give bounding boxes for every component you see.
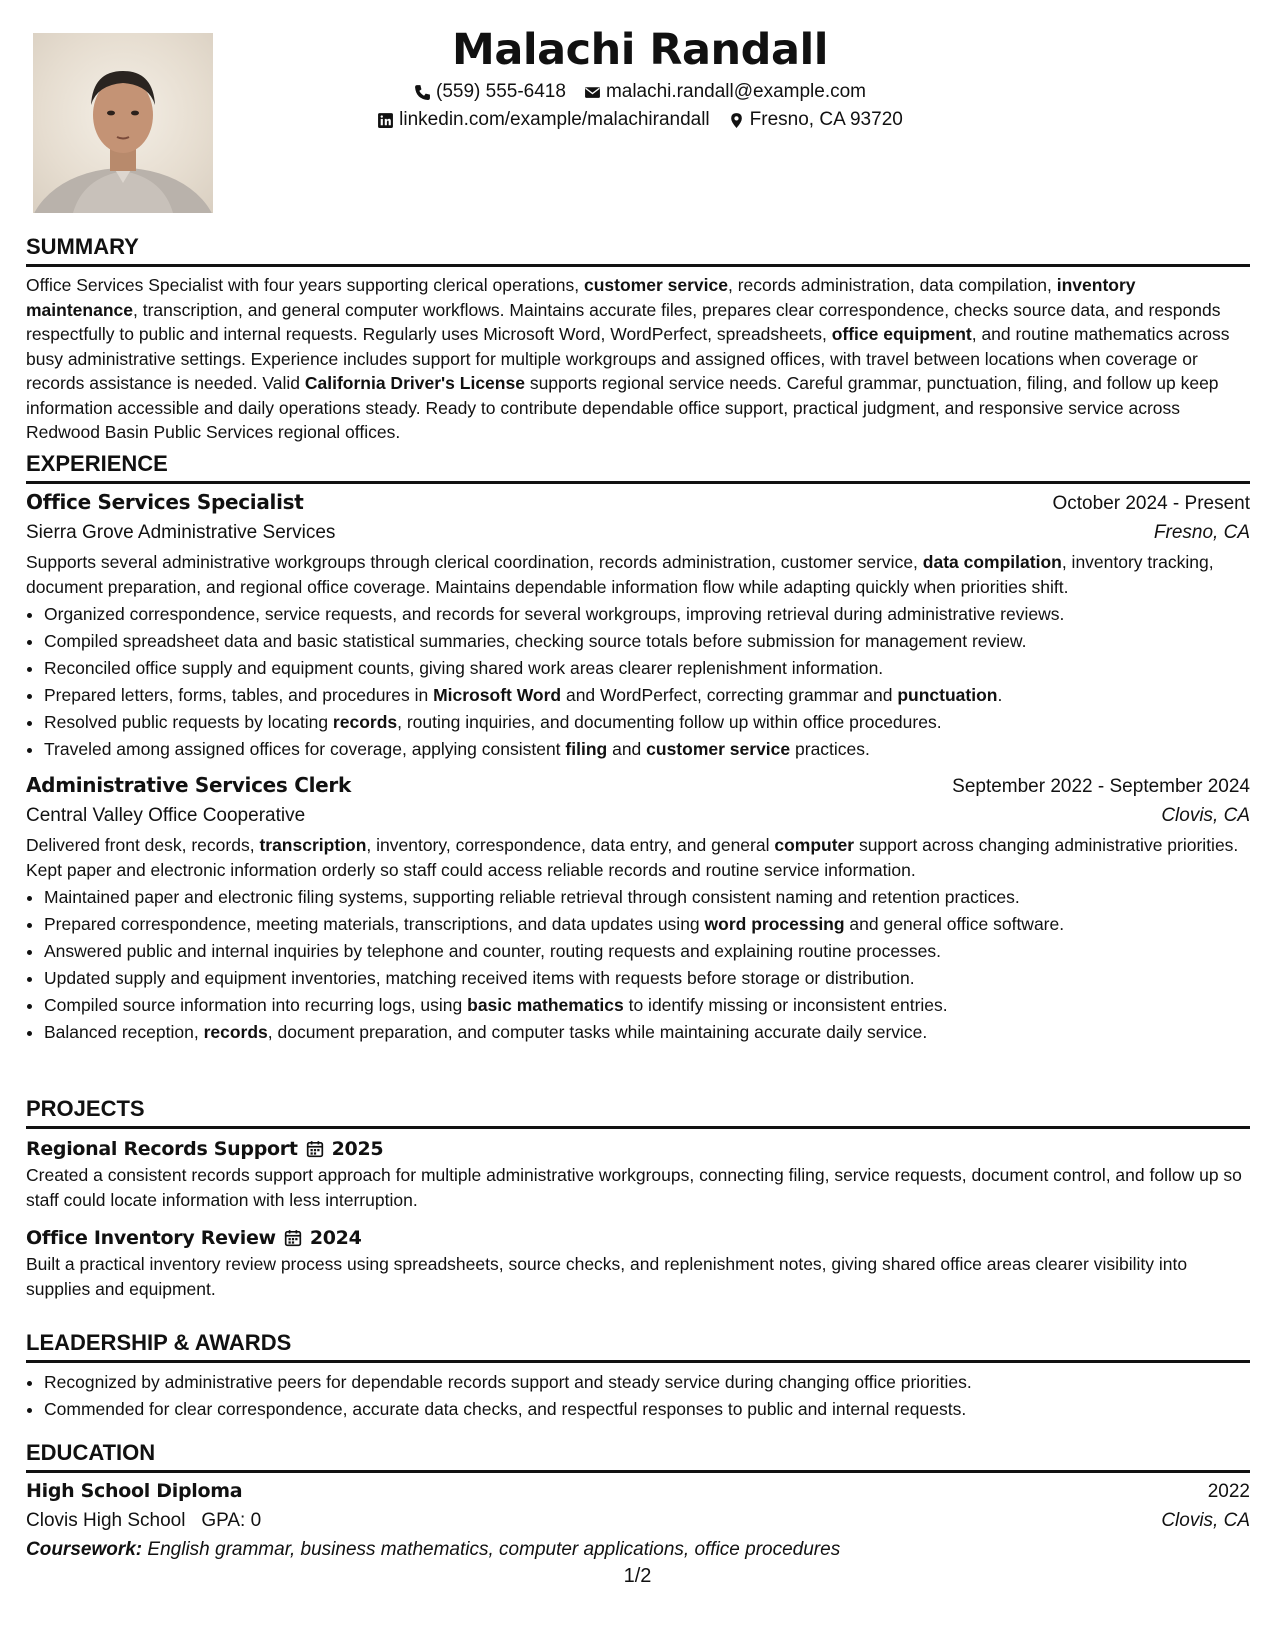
education-year: 2022	[1207, 1481, 1250, 1502]
coursework-line	[26, 1536, 1250, 1564]
leadership-item: • Recognized by administrative peers for dependable records support and steady service during changing office priorities.	[44, 1369, 1250, 1396]
education-location: Clovis, CA	[1161, 1510, 1250, 1531]
coursework-label: Coursework:	[26, 1539, 143, 1560]
project-year: 2024	[309, 1227, 362, 1249]
experience-section	[26, 451, 1250, 1046]
location-text: Fresno, CA 93720	[749, 109, 903, 130]
job-title: Office Services Specialist	[26, 490, 304, 514]
job-summary: Supports several administrative workgroups through clerical coordination, records administration, customer service, data compilation, inventory tracking, document preparation, and regional office coverage. Maintains dependable information flow while adapting quickly when priorities shift.	[26, 552, 1214, 597]
linkedin-icon	[377, 112, 394, 129]
linkedin-text: linkedin.com/example/malachirandall	[399, 109, 710, 130]
project-title: Office Inventory Review	[26, 1227, 276, 1249]
phone-text: (559) 555-6418	[436, 81, 566, 102]
summary-text: Office Services Specialist with four years supporting clerical operations, customer service, records administration, data compilation, inventory maintenance, transcription, and general computer workflows. Maintains accurate files, prepares clear correspondence, checks source data, and responds respectfully to public and internal requests. Regularly uses Microsoft Word, WordPerfect, spreadsheets, office equipment, and routine mathematics across busy administrative settings. Experience includes support for multiple workgroups and assigned offices, with travel between locations when coverage or records assistance is needed. Valid California Driver's License supports regional service needs. Careful grammar, punctuation, filing, and follow up keep information accessible and daily operations steady. Ready to contribute dependable office support, practical judgment, and responsive service across Redwood Basin Public Services regional offices.	[26, 275, 1230, 442]
job-entry	[26, 771, 1250, 1046]
project-title: Regional Records Support	[26, 1138, 298, 1160]
gpa-text: GPA: 0	[201, 1510, 262, 1531]
calendar-icon	[306, 1140, 324, 1158]
job-entry	[26, 488, 1250, 763]
projects-heading: PROJECTS	[26, 1096, 1250, 1129]
page-number: 1/2	[623, 1565, 652, 1587]
coursework-text: English grammar, business mathematics, computer applications, office procedures	[147, 1539, 841, 1560]
email-contact[interactable]	[584, 80, 866, 104]
project-year: 2025	[331, 1138, 384, 1160]
phone-icon	[414, 84, 431, 101]
project-entry	[26, 1224, 1250, 1301]
degree-title: High School Diploma	[26, 1480, 243, 1502]
education-section	[26, 1440, 1250, 1564]
school-name: Clovis High School	[26, 1510, 186, 1531]
project-description: Built a practical inventory review process using spreadsheets, source checks, and replenishment notes, giving shared office areas clearer visibility into supplies and equipment.	[26, 1254, 1188, 1299]
contact-line-2	[250, 108, 1030, 132]
leadership-heading: LEADERSHIP & AWARDS	[26, 1330, 1250, 1363]
leadership-list	[26, 1369, 1250, 1423]
project-entry	[26, 1135, 1250, 1212]
job-location: Fresno, CA	[1153, 522, 1250, 543]
bullet-item: • Prepared correspondence, meeting materials, transcriptions, and data updates using word processing and general office software.	[44, 911, 1250, 938]
linkedin-contact[interactable]	[377, 108, 710, 132]
location-contact	[728, 108, 903, 132]
bullet-item: • Answered public and internal inquiries by telephone and counter, routing requests and explaining routine processes.	[44, 938, 1250, 965]
calendar-icon	[284, 1229, 302, 1247]
job-dates: September 2022 - September 2024	[952, 776, 1250, 797]
projects-section	[26, 1096, 1250, 1301]
envelope-icon	[584, 84, 601, 101]
project-description: Created a consistent records support approach for multiple administrative workgroups, connecting filing, service requests, document control, and follow up so staff could locate information with less interruption.	[26, 1165, 1242, 1210]
job-summary: Delivered front desk, records, transcription, inventory, correspondence, data entry, and general computer support across changing administrative priorities. Kept paper and electronic information orderly so staff could access reliable records and routine service information.	[26, 835, 1239, 880]
education-heading: EDUCATION	[26, 1440, 1250, 1473]
bullet-item: • Prepared letters, forms, tables, and procedures in Microsoft Word and WordPerfect, correcting grammar and punctuation.	[44, 682, 1250, 709]
job-bullets	[26, 601, 1250, 763]
bullet-item: • Compiled source information into recurring logs, using basic mathematics to identify missing or inconsistent entries.	[44, 992, 1250, 1019]
bullet-item: • Balanced reception, records, document preparation, and computer tasks while maintaining accurate daily service.	[44, 1019, 1250, 1046]
candidate-name: Malachi Randall	[452, 25, 828, 75]
job-organization: Central Valley Office Cooperative	[26, 805, 306, 826]
bullet-item: • Traveled among assigned offices for coverage, applying consistent filing and customer service practices.	[44, 736, 1250, 763]
profile-photo	[33, 33, 213, 213]
experience-heading: EXPERIENCE	[26, 451, 1250, 484]
job-bullets	[26, 884, 1250, 1046]
resume-header	[250, 24, 1030, 132]
summary-heading: SUMMARY	[26, 234, 1250, 267]
job-location: Clovis, CA	[1161, 805, 1250, 826]
map-pin-icon	[728, 112, 745, 129]
job-dates: October 2024 - Present	[1052, 493, 1250, 514]
summary-section	[26, 234, 1250, 445]
leadership-item: • Commended for clear correspondence, accurate data checks, and respectful responses to public and internal requests.	[44, 1396, 1250, 1423]
job-title: Administrative Services Clerk	[26, 773, 351, 797]
bullet-item: • Updated supply and equipment inventories, matching received items with requests before storage or distribution.	[44, 965, 1250, 992]
email-text: malachi.randall@example.com	[605, 81, 866, 102]
bullet-item: • Resolved public requests by locating records, routing inquiries, and documenting follow up within office procedures.	[44, 709, 1250, 736]
bullet-item: • Maintained paper and electronic filing systems, supporting reliable retrieval through consistent naming and retention practices.	[44, 884, 1250, 911]
contact-line-1	[250, 80, 1030, 104]
bullet-item: • Compiled spreadsheet data and basic statistical summaries, checking source totals before submission for management review.	[44, 628, 1250, 655]
job-organization: Sierra Grove Administrative Services	[26, 522, 336, 543]
leadership-section	[26, 1330, 1250, 1423]
portrait-image	[33, 33, 213, 213]
bullet-item: • Organized correspondence, service requests, and records for several workgroups, improving retrieval during administrative reviews.	[44, 601, 1250, 628]
bullet-item: • Reconciled office supply and equipment counts, giving shared work areas clearer replenishment information.	[44, 655, 1250, 682]
phone-contact	[414, 80, 566, 104]
